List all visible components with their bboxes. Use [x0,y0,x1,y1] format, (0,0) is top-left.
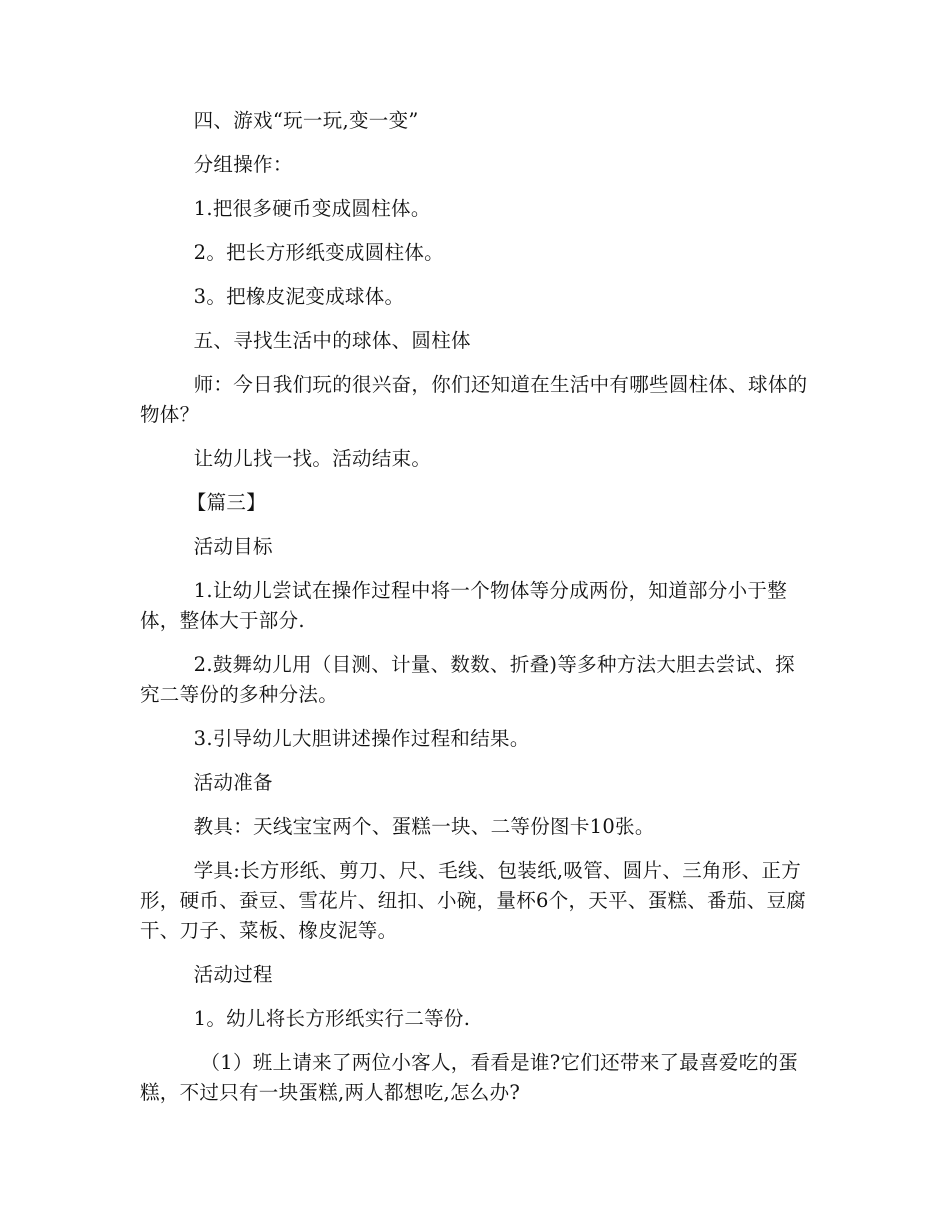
section-heading-preparation: 活动准备 [193,771,273,794]
list-item-coins: 1.把很多硬币变成圆柱体。 [193,197,431,220]
paragraph-teaching-aids: 教具：天线宝宝两个、蛋糕一块、二等份图卡10张。 [193,815,655,838]
section-heading-process: 活动过程 [193,963,273,986]
paragraph-learning-tools: 学具:长方形纸、剪刀、尺、毛线、包装纸,吸管、圆片、三角形、正方形，硬币、蚕豆、雪花片、纽扣、小碗，量杯6个，天平、蛋糕、番茄、豆腐干、刀子、菜板、橡皮泥等。 [140,859,807,942]
section-heading-goals: 活动目标 [193,535,273,558]
chapter-heading-part-three: 【篇三】 [186,491,266,514]
list-item-paper: 2。把长方形纸变成圆柱体。 [193,241,444,264]
goal-item-1: 1.让幼儿尝试在操作过程中将一个物体等分成两份，知道部分小于整体，整体大于部分. [140,579,788,632]
process-item-1: 1。幼儿将长方形纸实行二等份. [193,1007,471,1030]
goal-item-3: 3.引导幼儿大胆讲述操作过程和结果。 [193,727,530,750]
list-item-clay: 3。把橡皮泥变成球体。 [193,285,405,308]
paragraph-teacher-question: 师：今日我们玩的很兴奋，你们还知道在生活中有哪些圆柱体、球体的物体？ [140,373,808,426]
section-heading-game: 四、游戏“玩一玩,变一变” [193,109,419,132]
paragraph-group-operation: 分组操作： [193,153,293,176]
goal-item-2: 2.鼓舞幼儿用（目测、计量、数数、折叠)等多种方法大胆去尝试、探究二等份的多种分法。 [140,653,795,706]
section-heading-find: 五、寻找生活中的球体、圆柱体 [193,329,471,352]
paragraph-activity-end: 让幼儿找一找。活动结束。 [193,447,432,470]
document-body [140,106,810,1122]
process-subitem-1: （1）班上请来了两位小客人，看看是谁?它们还带来了最喜爱吃的蛋糕，不过只有一块蛋糕,两人都想吃,怎么办? [140,1051,799,1104]
